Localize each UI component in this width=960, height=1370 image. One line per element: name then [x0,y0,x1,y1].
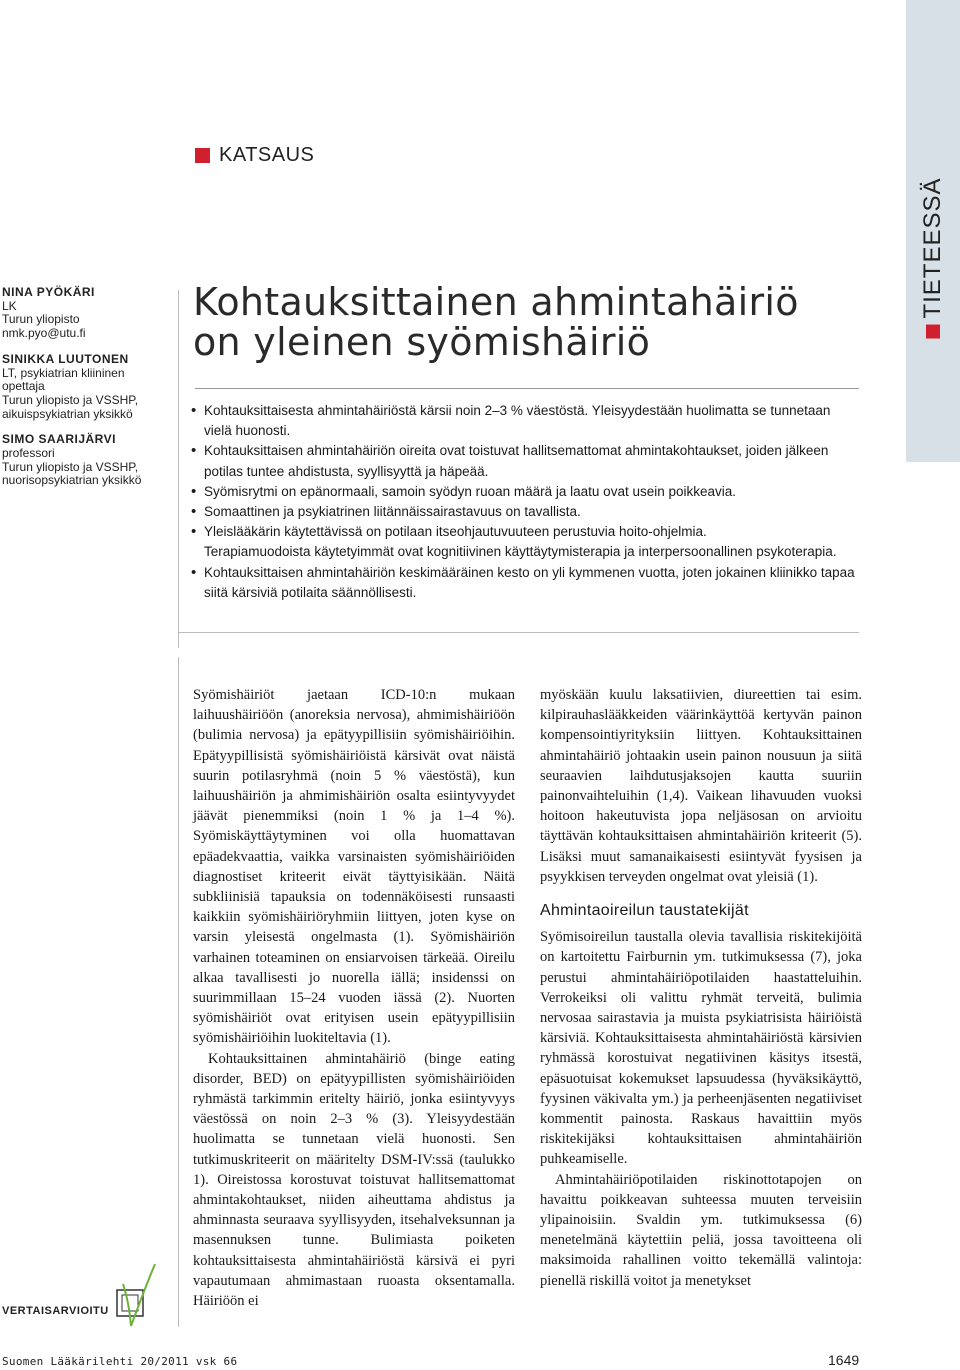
side-section-label [919,177,947,338]
body-column-right [540,685,862,1291]
section-side-band [906,0,960,462]
red-square-icon [195,148,210,163]
key-point: • Syömisrytmi on epänormaali, samoin syödyn ruoan määrä ja laatu ovat usein poikkeavia. [190,482,860,502]
author-detail: Turun yliopisto ja VSSHP, [2,459,139,474]
key-point: • Kohtauksittaisen ahmintahäiriön oireita ovat toistuvat hallitsemattomat ahmintakohtaukset, joiden jälkeen potilas tuntee ahdistusta, syyllisyyttä ja häpeää. [190,441,860,481]
body-paragraph: Syömisoireilun taustalla olevia tavallisia riskitekijöitä on kartoitettu Fairburnin ym. tutkimuksessa (7), joka perustui ahmintahäiriöpotilaiden haastatteluihin. Verrokeiksi oli valittu ryhmät terveitä, bulimia nervosaa sairastavia ja muista psykiatrisista häiriöistä kärsiviä. Kohtauksittaisesta ahmintahäiriöstä kärsivien ryhmässä korostuivat negatiivinen käsitys itsestä, epäsuotuisat kokemukset lapsuudessa (hyväksikäyttö, fyysinen väkivalta ym.) ja perheenjäsenten negatiiviset kommentit painosta. Raskaus havaittiin myös riskitekijäksi kohtauksittaisen ahmintahäiriön puhkeamiselle. [540,929,862,1168]
red-square-icon [926,325,940,339]
author-detail: Turun yliopisto [2,312,80,327]
section-tag [195,144,314,167]
author-email: nmk.pyo@utu.fi [2,326,86,341]
peer-review-check-icon [115,1262,163,1330]
title-line: on yleinen syömishäiriö [193,320,651,364]
author-entry [2,286,172,341]
body-left-rule [178,657,179,1327]
side-label-text: TIETEESSÄ [919,177,946,319]
author-entry [2,353,172,422]
author-name: SINIKKA LUUTONEN [2,351,129,366]
peer-reviewed-label: VERTAISARVIOITU [2,1305,109,1317]
author-list [2,286,172,500]
key-point-continuation: Terapiamuodoista käytetyimmät ovat kognitiivinen käyttäytymisterapia ja interpersoonallinen psykoterapia. [204,544,837,560]
body-paragraph: Ahmintahäiriöpotilaiden riskinottotapojen on havaittu poikkeavan suhteessa muuten terveisiin ylipainoisiin. Svaldin ym. tutkimuksessa (6) menetelmänä käytettiin peliä, jossa tavoitteena oli maksimoida rahallinen voitto tekemällä valintoja: pienellä riskillä voitot ja menetykset [540,1171,862,1289]
title-divider [195,388,859,389]
author-detail: opettaja [2,379,45,394]
key-point: • Somaattinen ja psykiatrinen liitännäissairastavuus on tavallista. [190,502,860,522]
key-points-list [190,401,860,603]
key-point: • Kohtauksittaisesta ahmintahäiriöstä kärsii noin 2–3 % väestöstä. Yleisyydestään huolimatta se tunnetaan vielä huonosti. [190,401,860,441]
author-name: SIMO SAARIJÄRVI [2,432,116,447]
body-paragraph: Syömishäiriöt jaetaan ICD-10:n mukaan laihuushäiriöön (anoreksia nervosa), ahmimishäiriöön (bulimia nervosa) ja epätyypillisiin syömishäiriöihin. Epätyypillisistä syömishäiriöistä kärsivät ovat näistä suurin potilasryhmä (noin 5 % väestöstä), kun laihuushäiriön ja ahmimishäiriön osalta esiintyvyydet jäävät pienemmiksi (noin 1 % ja 1–4 %). Syömiskäyttäytyminen voi olla huomattavan epäadekvaattia, vaikka varsinaisten syömishäiriöiden diagnostiset kriteerit eivät täyttyisikään. Näitä subkliinisiä tapauksia on todennäköisesti runsaasti kaikkiin syömishäiriöryhmiin liittyen, joten kyse on varsin yleisestä ongelmasta (1). Syömishäiriön varhainen toteaminen on ensiarvoisen tärkeää. Oireilu alkaa tavallisesti jo nuorella iällä; insidenssi on suurimmillaan 15–24 vuoden iässä (2). Nuorten syömishäiriöt ovat erityisen usein epätyypillisiin syömishäiriöihin luokiteltavia (1). [193,687,515,1047]
key-point: • Kohtauksittaisen ahmintahäiriön keskimääräinen kesto on yli kymmenen vuotta, joten jokainen kliinikko tapaa siitä kärsiviä potilaita säännöllisesti. [190,563,860,603]
author-detail: aikuispsykiatrian yksikkö [2,406,133,421]
title-line: Kohtauksittainen ahmintahäiriö [193,280,799,324]
author-detail: Turun yliopisto ja VSSHP, [2,392,139,407]
summary-left-rule [178,290,179,648]
author-detail: professori [2,446,55,461]
article-title [193,282,873,362]
footer-journal-info: Suomen Lääkärilehti 20/2011 vsk 66 [2,1355,238,1368]
key-point: • Yleislääkärin käytettävissä on potilaan itseohjautuvuuteen perustuvia hoito-ohjelmia. [190,522,860,542]
author-detail: LT, psykiatrian kliininen [2,365,125,380]
body-column-left [193,685,515,1311]
author-entry [2,433,172,488]
summary-bottom-rule [178,632,859,633]
body-paragraph: myöskään kuulu laksatiivien, diureettien tai esim. kilpirauhaslääkkeiden väärinkäyttöä kertyvän painon kompensointiyrityksiin liittyen. Kohtauksittainen ahmintahäiriö johtaakin usein painon nousuun ja siitä seuraavien laihdutusjaksojen kautta suuriin painonvaihteluihin (1,4). Vaikean lihavuuden vuoksi hoitoon hakeutuvista jopa neljäsosan on arvioitu täyttävän kohtauksittaisen ahmintahäiriön kriteerit (5). Lisäksi muut samanaikaisesti esiintyvät fyysisen ja psyykkisen terveyden ongelmat ovat yleisiä (1). [540,687,862,885]
section-heading: Ahmintaoireilun taustatekijät [540,902,749,920]
author-detail: nuorisopsykiatrian yksikkö [2,473,142,488]
page-number: 1649 [828,1352,860,1368]
section-tag-label: KATSAUS [219,144,315,166]
body-paragraph: Kohtauksittainen ahmintahäiriö (binge eating disorder, BED) on epätyypillisten syömishäiriöiden ryhmästä tarkimmin eritelty häiriö, jonka esiintyvyys väestössä on noin 2–3 % (3). Yleisyydestään huolimatta se tunnetaan vielä huonosti. Sen tutkimuskriteerit on määritelty DSM-IV:ssä (taulukko 1). Oireistossa korostuvat toistuvat hallitsemattomat ahmintakohtaukset, niiden aiheuttama ahdistus ja ahminnasta seuraava syyllisyyden, itsehalveksunnan ja masennuksen tunne. Bulimiasta poiketen kohtauksittaisesta ahmintahäiriöstä kärsivä ei pyri vapautumaan ahmimastaan ruoasta oksentamalla. Häiriöön ei [193,1050,515,1310]
author-detail: LK [2,298,17,313]
author-name: NINA PYÖKÄRI [2,285,95,299]
peer-reviewed-badge [2,1262,163,1330]
